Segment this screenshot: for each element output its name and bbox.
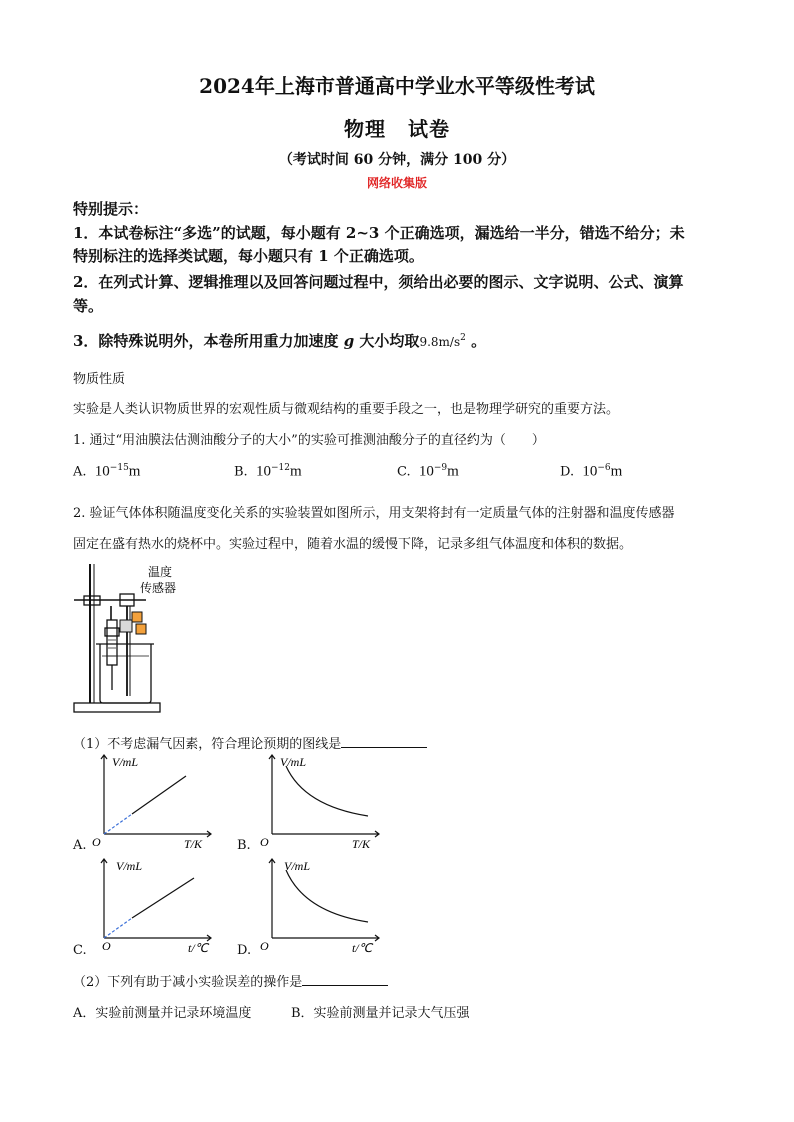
- q1-option-d[interactable]: [560, 463, 622, 480]
- subject-label: 物理: [344, 117, 386, 141]
- q1-option-b[interactable]: [234, 463, 302, 480]
- q1-option-exp: −12: [270, 463, 290, 473]
- note-2-line-2: 等。: [73, 297, 104, 315]
- notes-heading: 特别提示：: [73, 200, 149, 218]
- note-3-g-symbol: g: [343, 332, 355, 350]
- x-axis-label: T/K: [352, 837, 371, 851]
- sensor-body: [136, 624, 146, 634]
- section-intro: 实验是人类认识物质世界的宏观性质与微观结构的重要手段之一，也是物理学研究的重要方法。: [73, 402, 620, 417]
- q1-option-letter: B.: [234, 464, 248, 480]
- q1-option-unit: m: [447, 463, 459, 480]
- y-axis-label: V/mL: [112, 755, 139, 769]
- q1-option-letter: A.: [73, 464, 87, 480]
- note-1-line-1: 1．本试卷标注“多选”的试题，每小题有 2~3 个正确选项，漏选给一半分，错选不给分；未: [73, 224, 685, 242]
- q1-option-exp: −15: [109, 463, 129, 473]
- exam-subtitle: [0, 113, 794, 142]
- sensor-head: [132, 612, 142, 622]
- q2-sub2-option-a[interactable]: A．实验前测量并记录环境温度: [73, 1006, 252, 1021]
- y-axis-label: V/mL: [284, 859, 311, 873]
- q1-option-unit: m: [128, 463, 141, 480]
- syringe-barrel: [107, 620, 117, 665]
- note-3: [73, 330, 486, 351]
- q2-sub2-text: （2）下列有助于减小实验误差的操作是: [73, 975, 303, 990]
- apparatus-label-line-2: 传感器: [140, 581, 177, 595]
- answer-blank[interactable]: [341, 735, 427, 748]
- stand-base: [74, 703, 160, 712]
- sensor-connector: [120, 620, 132, 632]
- graph-c[interactable]: [88, 856, 218, 956]
- x-axis-label: t/℃: [188, 941, 209, 955]
- note-1-line-2: 特别标注的选择类试题，每小题只有 1 个正确选项。: [73, 247, 424, 265]
- beaker: [100, 644, 151, 703]
- q2-stem-line-1: 2. 验证气体体积随温度变化关系的实验装置如图所示，用支架将封有一定质量气体的注射器和温度传感器: [73, 506, 675, 521]
- q1-option-base: 10: [94, 463, 110, 480]
- decreasing-curve: [286, 766, 368, 816]
- section-title: 物质性质: [73, 372, 126, 387]
- q1-option-c[interactable]: [397, 463, 459, 480]
- extrapolated-line: [104, 814, 132, 834]
- q1-option-base: 10: [582, 463, 598, 480]
- q1-option-unit: m: [289, 463, 302, 480]
- q1-option-exp: −9: [433, 463, 448, 473]
- paper-label: 试卷: [408, 117, 450, 141]
- graph-a-letter: A.: [73, 838, 87, 853]
- graph-c-letter: C.: [73, 943, 87, 958]
- origin-label: O: [260, 835, 269, 849]
- graph-b-letter: B.: [237, 838, 251, 853]
- collection-watermark: 网络收集版: [366, 176, 427, 190]
- q1-option-base: 10: [255, 463, 271, 480]
- q2-sub2: [73, 971, 388, 990]
- note-2-line-1: 2．在列式计算、逻辑推理以及回答问题过程中，须给出必要的图示、文字说明、公式、演算: [73, 273, 684, 291]
- apparatus-label-line-1: 温度: [148, 565, 173, 579]
- data-line: [132, 878, 194, 918]
- note-3-value: 9.8m/s: [419, 335, 461, 349]
- q1-option-unit: m: [610, 463, 623, 480]
- q1-option-letter: D.: [560, 464, 575, 480]
- apparatus-figure: [70, 560, 200, 720]
- graph-d[interactable]: [256, 856, 386, 956]
- note-3-mid: 大小均取: [359, 332, 420, 350]
- q1-option-a[interactable]: [73, 463, 140, 480]
- note-3-end: 。: [471, 332, 487, 350]
- q2-stem-line-2: 固定在盛有热水的烧杯中。实验过程中，随着水温的缓慢下降，记录多组气体温度和体积的数据。: [73, 537, 633, 552]
- q2-sub2-option-b[interactable]: B．实验前测量并记录大气压强: [291, 1006, 470, 1021]
- x-axis-label: t/℃: [352, 941, 373, 955]
- origin-label: O: [92, 835, 101, 849]
- q2-sub1-text: （1）不考虑漏气因素，符合理论预期的图线是: [73, 737, 342, 752]
- q1-stem: 1. 通过“用油膜法估测油酸分子的大小”的实验可推测油酸分子的直径约为（ ）: [73, 433, 545, 448]
- y-axis-label: V/mL: [116, 859, 143, 873]
- q1-option-base: 10: [418, 463, 434, 480]
- origin-label: O: [260, 939, 269, 953]
- note-3-prefix: 3．除特殊说明外，本卷所用重力加速度: [73, 332, 339, 350]
- graph-a[interactable]: [88, 752, 218, 852]
- extrapolated-line: [104, 918, 132, 938]
- x-axis-label: T/K: [184, 837, 203, 851]
- origin-label: O: [102, 939, 111, 953]
- q2-sub1: [73, 733, 427, 752]
- answer-blank[interactable]: [302, 973, 388, 986]
- note-3-exponent: 2: [460, 333, 466, 343]
- data-line: [132, 776, 186, 814]
- exam-duration: （考试时间 60 分钟，满分 100 分）: [278, 152, 516, 168]
- graph-b[interactable]: [256, 752, 386, 852]
- decreasing-curve: [286, 870, 368, 922]
- exam-title: 2024年上海市普通高中学业水平等级性考试: [199, 74, 595, 98]
- y-axis-label: V/mL: [280, 755, 307, 769]
- q1-option-letter: C.: [397, 464, 411, 480]
- q1-option-exp: −6: [597, 463, 611, 473]
- graph-d-letter: D.: [237, 943, 252, 958]
